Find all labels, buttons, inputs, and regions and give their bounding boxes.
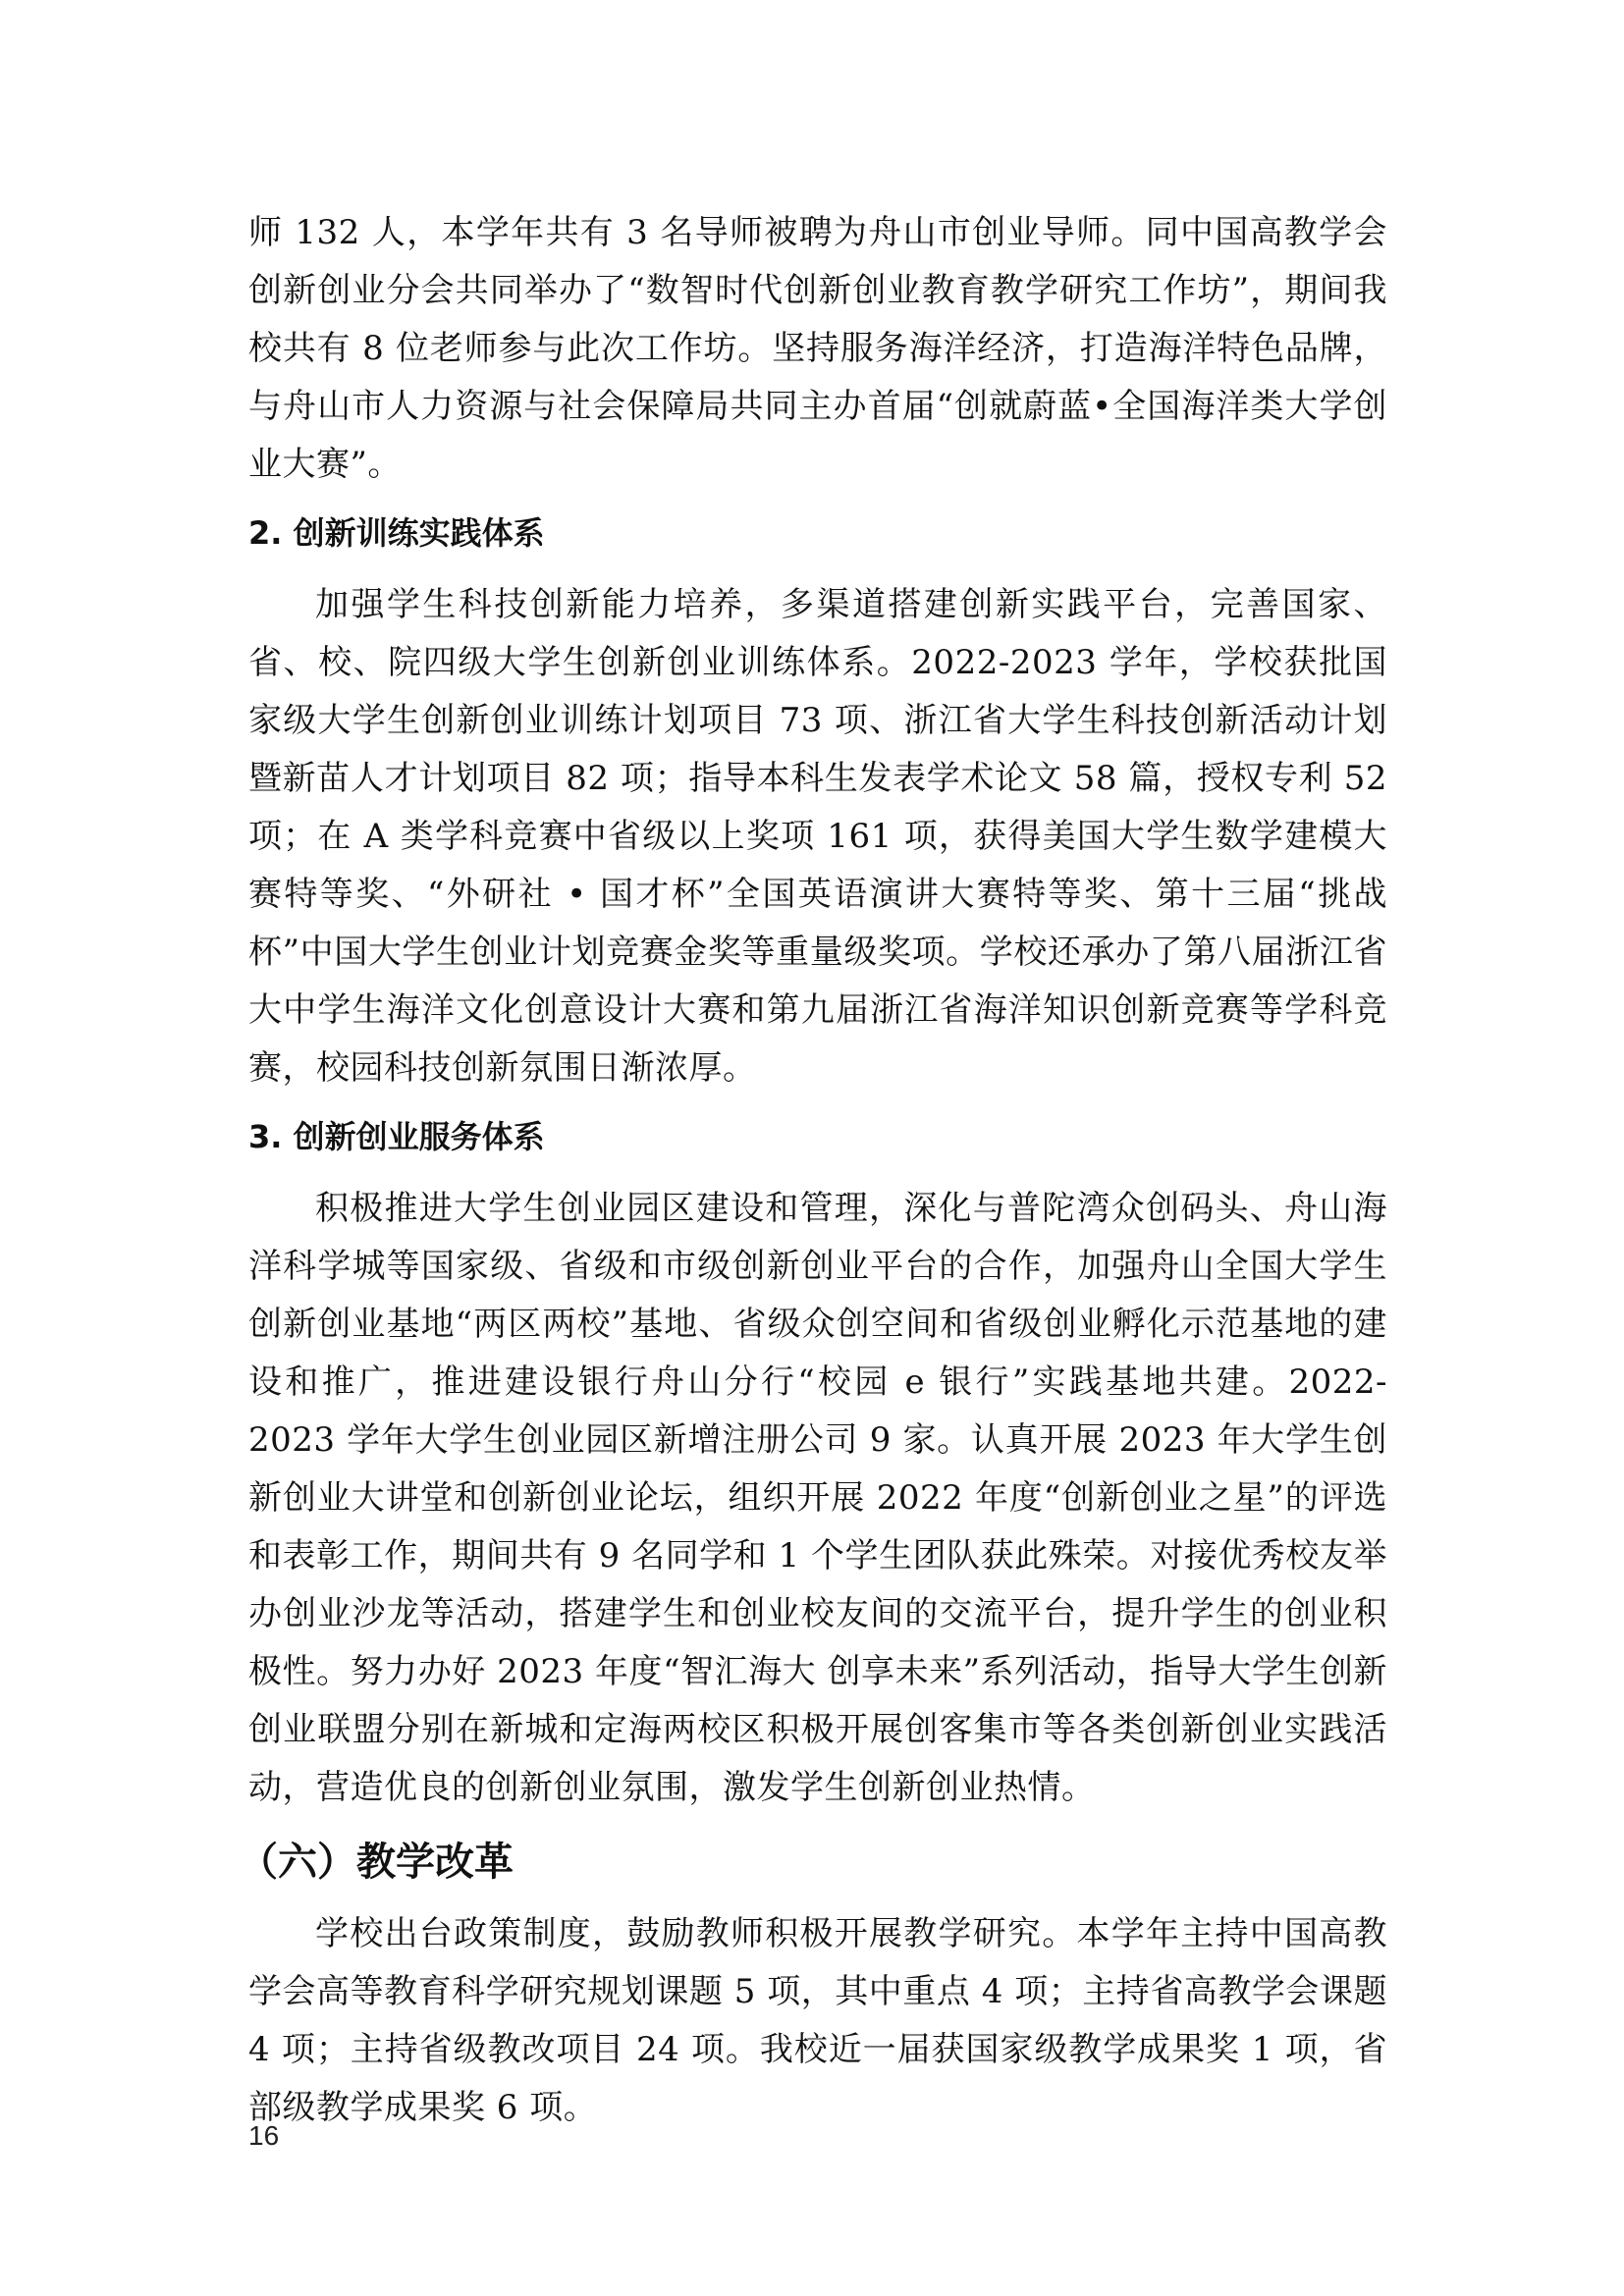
- heading-entrepreneurship-service: 3. 创新创业服务体系: [248, 1118, 545, 1155]
- paragraph-teaching-reform: 学校出台政策制度，鼓励教师积极开展教学研究。本学年主持中国高教学会高等教育科学研究规划课题 5 项，其中重点 4 项；主持省高教学会课题 4 项；主持省级教改项目 24 项。我校近一届获国家级教学成果奖 1 项，省部级教学成果奖 6 项。: [248, 1914, 1387, 2127]
- paragraph-continued: 师 132 人，本学年共有 3 名导师被聘为舟山市创业导师。同中国高教学会创新创业分会共同举办了“数智时代创新创业教育教学研究工作坊”，期间我校共有 8 位老师参与此次工作坊。坚持服务海洋经济，打造海洋特色品牌，与舟山市人力资源与社会保障局共同主办首届“创就蔚蓝•全国海洋类大学创业大赛”。: [248, 213, 1387, 484]
- heading-innovation-training: 2. 创新训练实践体系: [248, 514, 545, 552]
- paragraph-entrepreneurship-service: 积极推进大学生创业园区建设和管理，深化与普陀湾众创码头、舟山海洋科学城等国家级、省级和市级创新创业平台的合作，加强舟山全国大学生创新创业基地“两区两校”基地、省级众创空间和省级创业孵化示范基地的建设和推广，推进建设银行舟山分行“校园 e 银行”实践基地共建。2022-2023 学年大学生创业园区新增注册公司 9 家。认真开展 2023 年大学生创新创业大讲堂和创新创业论坛，组织开展 2022 年度“创新创业之星”的评选和表彰工作，期间共有 9 名同学和 1 个学生团队获此殊荣。对接优秀校友举办创业沙龙等活动，搭建学生和创业校友间的交流平台，提升学生的创业积极性。努力办好 2023 年度“智汇海大 创享未来”系列活动，指导大学生创新创业联盟分别在新城和定海两校区积极开展创客集市等各类创新创业实践活动，营造优良的创新创业氛围，激发学生创新创业热情。: [248, 1189, 1387, 1807]
- document-page: [239, 204, 1387, 2137]
- page-number: 16: [248, 2120, 280, 2151]
- section-title-teaching-reform: （六）教学改革: [239, 1840, 514, 1885]
- paragraph-innovation-training: 加强学生科技创新能力培养，多渠道搭建创新实践平台，完善国家、省、校、院四级大学生创新创业训练体系。2022-2023 学年，学校获批国家级大学生创新创业训练计划项目 73 项、浙江省大学生科技创新活动计划暨新苗人才计划项目 82 项；指导本科生发表学术论文 58 篇，授权专利 52 项；在 A 类学科竞赛中省级以上奖项 161 项，获得美国大学生数学建模大赛特等奖、“外研社 • 国才杯”全国英语演讲大赛特等奖、第十三届“挑战杯”中国大学生创业计划竞赛金奖等重量级奖项。学校还承办了第八届浙江省大中学生海洋文化创意设计大赛和第九届浙江省海洋知识创新竞赛等学科竞赛，校园科技创新氛围日渐浓厚。: [248, 585, 1387, 1088]
